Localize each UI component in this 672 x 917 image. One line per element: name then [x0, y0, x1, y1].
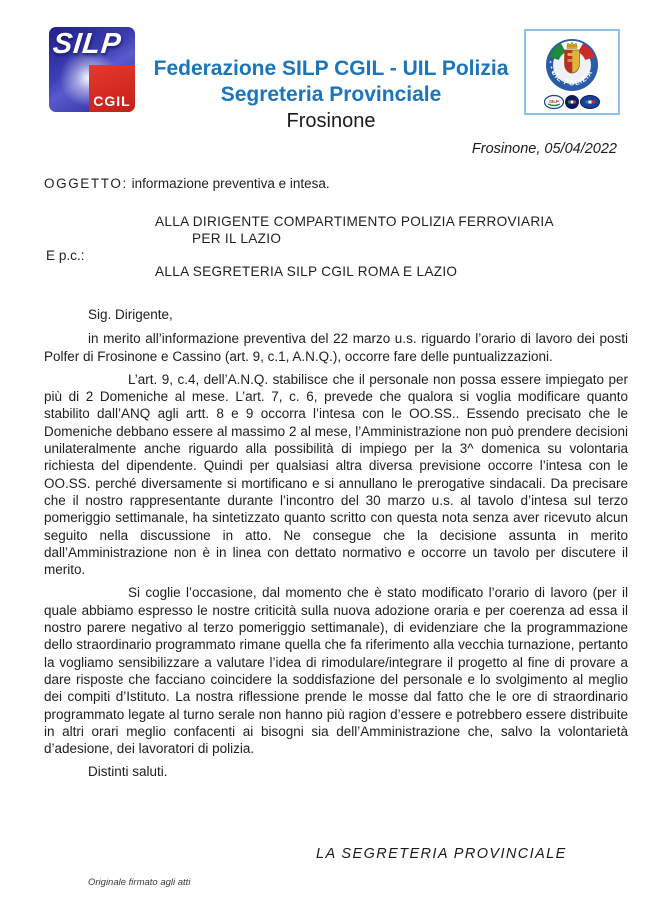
- letter-body: [44, 306, 628, 781]
- body-paragraph-1: in merito all’informazione preventiva del 22 marzo u.s. riguardo l’orario di lavoro dei posti Polfer di Frosinone e Cassino (art. 9, c.1, A.N.Q.), occorre fare delle puntualizzazioni.: [44, 331, 628, 364]
- subject-label: OGGETTO:: [44, 176, 128, 191]
- signature-block: LA SEGRETERIA PROVINCIALE: [316, 846, 567, 862]
- uil-polizia-logo: [524, 29, 620, 115]
- recipient-to-line2: PER IL LAZIO: [192, 231, 282, 246]
- cc-label: E p.c.:: [46, 248, 85, 263]
- recipient-cc-line: ALLA SEGRETERIA SILP CGIL ROMA E LAZIO: [155, 264, 458, 279]
- cgil-red-square: [89, 65, 135, 112]
- subject-text: informazione preventiva e intesa.: [127, 176, 330, 191]
- org-name-line2: Segreteria Provinciale: [220, 83, 442, 106]
- body-paragraph-3: Si coglie l’occasione, dal momento che è stato modificato l’orario di lavoro (per il quale abbiamo espresso le nostre criticità sulla nuova adozione oraria e per coerenza ad essa il nostro parere negativo al terzo pomeriggio settimanale), di evidenziare che la programmazione dello straordinario programmato rimane quella che fa riferimento alla vecchia turnazione, pertanto la vogliamo sensibilizzare a valutare l’idea di rimodulare/integrare il progetto al fine di provare a dare risposte che facciano coincidere la soddisfazione del personale e lo svolgimento al meglio dei compiti d’Istituto. La nostra riflessione prende le mosse dal fatto che le ore di straordinario programmato legate al turno serale non hanno più ragion d’essere e potrebbero essere distribuite in altri orari meglio confacenti ai bisogni sia dell’Amministrazione che, salvo la volontarietà d’adesione, dei lavoratori di polizia.: [44, 585, 628, 757]
- silp-logo-text: SILP: [51, 28, 124, 60]
- cgil-logo-text: CGIL: [93, 93, 131, 109]
- uil-polizia-emblem-icon: [524, 29, 620, 115]
- silp-cgil-logo: [49, 27, 135, 112]
- dateline: Frosinone, 05/04/2022: [471, 141, 617, 157]
- footer-note: Originale firmato agli atti: [88, 877, 191, 888]
- salutation: Sig. Dirigente,: [88, 307, 173, 322]
- org-name-line1: Federazione SILP CGIL - UIL Polizia: [153, 57, 509, 80]
- subject-line: [44, 176, 330, 191]
- recipient-to-line1: ALLA DIRIGENTE COMPARTIMENTO POLIZIA FERROVIARIA: [155, 214, 554, 229]
- svg-text:SILP: SILP: [548, 99, 560, 104]
- closing-line: Distinti saluti.: [88, 764, 168, 780]
- letterhead: [136, 56, 526, 134]
- svg-text:UIL POLIZIA: UIL POLIZIA: [549, 68, 595, 88]
- org-city: Frosinone: [286, 110, 376, 132]
- body-paragraph-2: L’art. 9, c.4, dell’A.N.Q. stabilisce che il personale non possa essere impiegato per più di 2 Domeniche al mese. L’art. 7, c. 6, prevede che qualora si voglia modificare quanto stabilito dall’ANQ agli artt. 8 e 9 occorra l’intesa con le OO.SS.. Essendo precisato che le Domeniche debbano essere al massimo 2 al mese, l’Amministrazione non può prendere decisioni unilateralmente anche riguardo alla possibilità di impiego per la 3^ domenica su volontaria richiesta del dipendente. Quindi per qualsiasi altra diversa previsione occorre l’intesa con le OO.SS. perché diversamente si mortificano e si annullano le prerogative sindacali. Da precisare che il nostro rappresentante durante l’incontro del 30 marzo u.s. al tavolo d’intesa sul terzo pomeriggio settimanale, ha sintetizzato quanto scritto con questa nota senza aver ricevuto alcun seguito nella discussione in atto. Ne consegue che la decisione assunta in merito dall’Amministrazione non è in linea con dettato normativo e occorre un tavolo per discutere il merito.: [44, 371, 628, 578]
